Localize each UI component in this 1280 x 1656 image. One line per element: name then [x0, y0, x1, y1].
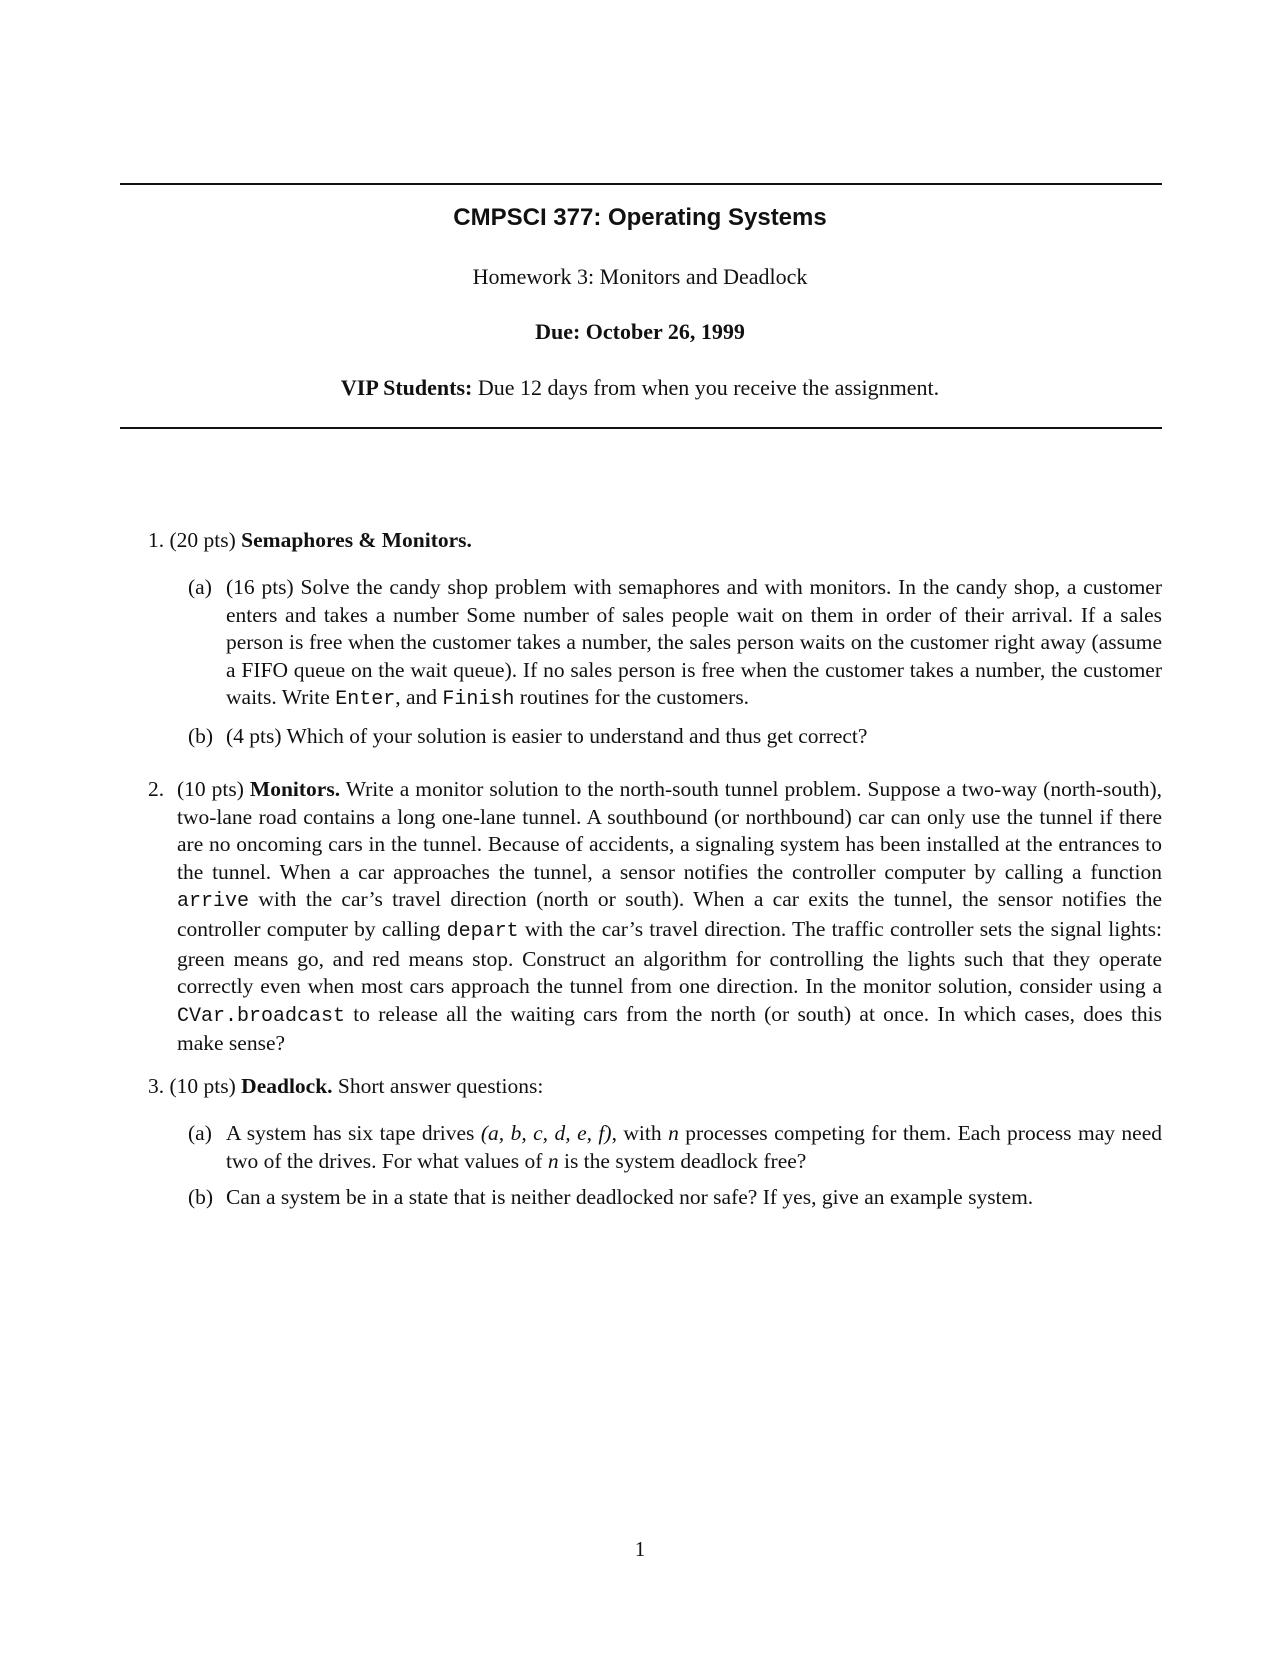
- problem-1a: [188, 574, 1162, 714]
- problem-3-intro: Short answer questions:: [337, 1074, 544, 1098]
- problem-3a: [188, 1120, 1162, 1175]
- problem-3-title: Deadlock.: [241, 1074, 333, 1098]
- depart-function-code: depart: [446, 919, 519, 943]
- finish-routine-code: Finish: [442, 688, 515, 712]
- problem-1-number: 1.: [148, 528, 165, 552]
- problem-2-body: [177, 776, 1162, 1058]
- problem-2-text-1: Write a monitor solution to the north-south tunnel problem. Suppose a two-way (north-south), two-lane road contains a long one-lane tunnel. A southbound (or northbound) car can only use the tunnel if there are no oncoming cars in the tunnel. Because of accidents, a signaling system has been installed at the entrances to the tunnel. When a car approaches the tunnel, a sensor notifies the controller computer by calling a function: [177, 777, 1162, 884]
- problem-3a-text-2: , with: [611, 1121, 662, 1145]
- problem-3b: [188, 1184, 1162, 1212]
- problem-2-points: (10 pts): [177, 777, 244, 801]
- problem-1b: [188, 723, 1162, 751]
- problem-1-title: Semaphores & Monitors.: [241, 528, 472, 552]
- problem-3a-label: (a): [188, 1121, 212, 1145]
- problem-1a-label: (a): [188, 575, 212, 599]
- vip-note: [0, 375, 1280, 401]
- tape-drives-set: (a, b, c, d, e, f): [480, 1121, 612, 1145]
- header-bottom-rule: [120, 427, 1162, 429]
- problem-3b-text: Can a system be in a state that is neither deadlocked nor safe? If yes, give an example system.: [226, 1185, 1034, 1209]
- problem-3b-label: (b): [188, 1185, 214, 1209]
- problem-3-points: (10 pts): [169, 1074, 236, 1098]
- problem-3a-text-4: is the system deadlock free?: [563, 1148, 807, 1173]
- problem-1a-body: [226, 574, 1162, 714]
- header-top-rule: [120, 183, 1162, 185]
- problem-2-number: 2.: [148, 777, 165, 801]
- problem-3a-body: [226, 1120, 1162, 1175]
- problem-1a-text-1: (16 pts) Solve the candy shop problem with semaphores and with monitors. In the candy shop, a customer enters and takes a number Some number of sales people wait on them in order of their arrival. If a sales person is free when the customer takes a number, the sales person waits on the customer right away (assume a FIFO queue on the wait queue). If no sales person is free when the customer takes a number, the customer waits. Write: [226, 575, 1162, 710]
- problem-2-text-3: with the car’s travel direction. The traffic controller sets the signal lights: green means go, and red means stop. Construct an algorithm for controlling the lights such that they operate correctly even when most cars approach the tunnel from one direction. In the monitor solution, consider using a: [177, 916, 1162, 999]
- problem-3-heading: [148, 1073, 1162, 1101]
- problem-2-text-2: with the car’s travel direction (north or south). When a car exits the tunnel, the sensor notifies the controller computer by calling: [177, 887, 1162, 941]
- vip-text: Due 12 days from when you receive the assignment.: [477, 375, 940, 400]
- problem-1b-text: (4 pts) Which of your solution is easier to understand and thus get correct?: [226, 724, 868, 748]
- problem-2: [148, 776, 1162, 1058]
- problem-2-text-4: to release all the waiting cars from the north (or south) at once. In which cases, does this make sense?: [177, 1001, 1163, 1056]
- arrive-function-code: arrive: [177, 890, 250, 914]
- problem-1a-text-2: , and: [395, 685, 438, 710]
- broadcast-code: CVar.broadcast: [177, 1004, 346, 1028]
- problem-1-heading: [148, 527, 1162, 555]
- problem-3-number: 3.: [148, 1074, 165, 1098]
- problem-1-points: (20 pts): [169, 528, 236, 552]
- variable-n: n: [547, 1148, 559, 1173]
- problem-2-title: Monitors.: [249, 777, 341, 801]
- problem-1b-label: (b): [188, 724, 214, 748]
- variable-n: n: [668, 1121, 679, 1145]
- course-title: CMPSCI 377: Operating Systems: [453, 204, 827, 231]
- homework-title: Homework 3: Monitors and Deadlock: [472, 264, 808, 289]
- due-date: Due: October 26, 1999: [535, 319, 745, 344]
- problem-1a-text-3: routines for the customers.: [519, 685, 750, 710]
- page-number: 1: [634, 1537, 646, 1561]
- problem-3a-text-1: A system has six tape drives: [226, 1121, 475, 1145]
- vip-label: VIP Students:: [340, 375, 473, 400]
- enter-routine-code: Enter: [335, 688, 396, 712]
- problem-3a-text-3: processes competing for them. Each process may need two of the drives. For what values of: [226, 1121, 1163, 1173]
